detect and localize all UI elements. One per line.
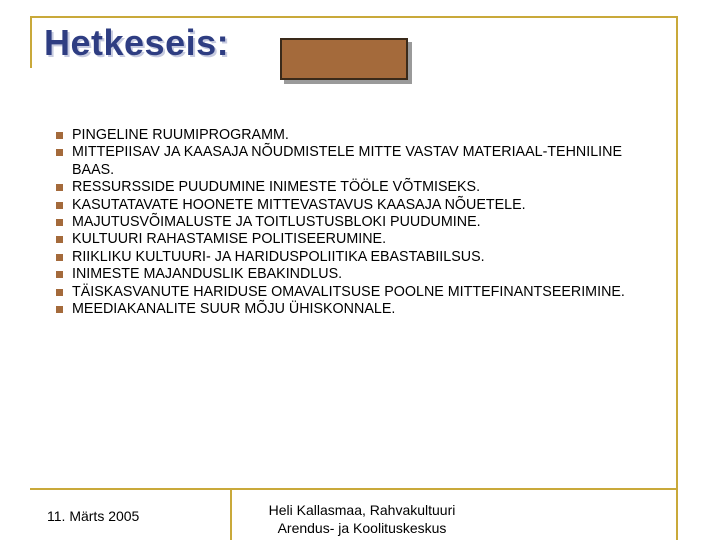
bullet-list <box>56 127 656 318</box>
bullet-square-icon <box>56 184 63 191</box>
list-item <box>56 301 656 318</box>
bullet-square-icon <box>56 132 63 139</box>
list-item-text: PINGELINE RUUMIPROGRAMM. <box>72 127 289 143</box>
frame-top-line <box>30 16 678 18</box>
footer-author <box>252 501 472 537</box>
bullet-square-icon <box>56 271 63 278</box>
footer-author-line1: Heli Kallasmaa, Rahvakultuuri <box>268 502 456 518</box>
list-item-text: KULTUURI RAHASTAMISE POLITISEERUMINE. <box>72 231 387 248</box>
list-item <box>56 231 656 248</box>
list-item <box>56 179 656 196</box>
list-item <box>56 214 656 231</box>
bullet-square-icon <box>56 219 63 226</box>
bullet-square-icon <box>56 289 63 296</box>
decorative-box <box>280 38 408 80</box>
list-item-text: KASUTATAVATE HOONETE MITTEVASTAVUS KAASAJA NÕUETELE. <box>72 196 526 213</box>
list-item-text: MITTEPIISAV JA KAASAJA NÕUDMISTELE MITTE VASTAV MATERIAAL-TEHNILINE BAAS. <box>72 144 623 178</box>
frame-bottom-line <box>30 488 678 490</box>
bullet-square-icon <box>56 149 63 156</box>
bullet-square-icon <box>56 254 63 261</box>
bullet-square-icon <box>56 202 63 209</box>
list-item-text: INIMESTE MAJANDUSLIK EBAKINDLUS. <box>72 266 343 283</box>
list-item-text: TÄISKASVANUTE HARIDUSE OMAVALITSUSE POOLNE MITTEFINANTSEERIMINE. <box>72 283 625 300</box>
bullet-square-icon <box>56 236 63 243</box>
list-item <box>56 144 656 179</box>
list-item-text: MAJUTUSVÕIMALUSTE JA TOITLUSTUSBLOKI PUUDUMINE. <box>72 214 481 231</box>
slide-title: Hetkeseis: <box>44 22 230 63</box>
list-item <box>56 197 656 214</box>
bullet-square-icon <box>56 306 63 313</box>
footer-divider <box>230 488 232 540</box>
list-item <box>56 284 656 301</box>
list-item <box>56 249 656 266</box>
list-item-text: RESSURSSIDE PUUDUMINE INIMESTE TÖÖLE VÕTMISEKS. <box>72 179 481 196</box>
frame-left-line <box>30 16 32 68</box>
footer-date: 11. Märts 2005 <box>47 508 140 524</box>
frame-right-line <box>676 16 678 540</box>
footer-author-line2: Arendus- ja Koolituskeskus <box>277 520 447 536</box>
list-item <box>56 127 656 144</box>
list-item-text: RIIKLIKU KULTUURI- JA HARIDUSPOLIITIKA EBASTABIILSUS. <box>72 248 485 265</box>
list-item <box>56 266 656 283</box>
list-item-text: MEEDIAKANALITE SUUR MÕJU ÜHISKONNALE. <box>72 301 396 318</box>
